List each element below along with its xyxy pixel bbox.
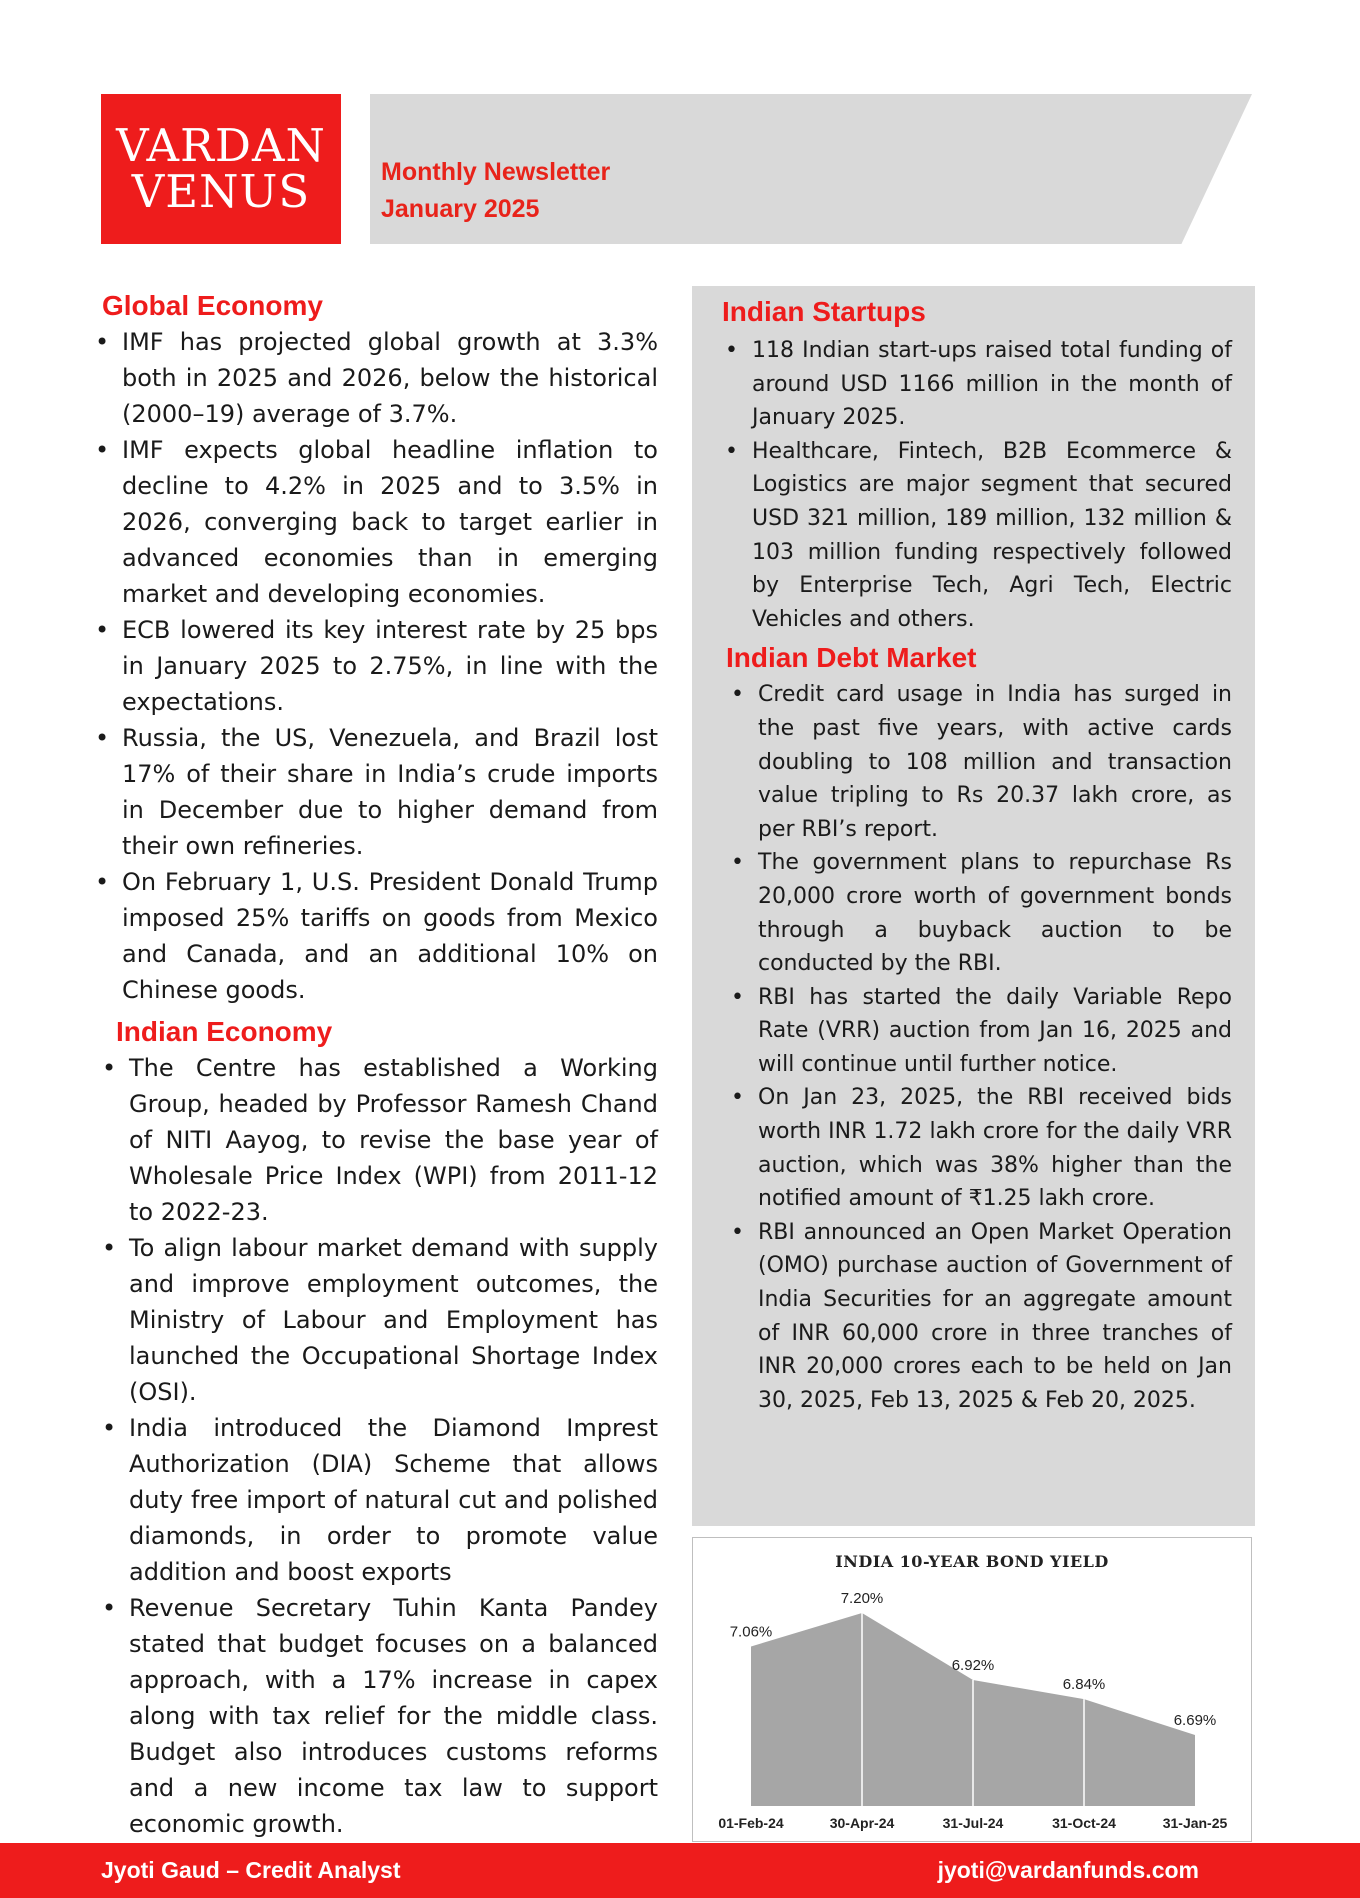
newsletter-period: January 2025 — [381, 195, 540, 223]
list-item: • On February 1, U.S. President Donald Trump imposed 25% tariffs on goods from Mexico and Canada, and an additional 10% on Chinese goods. — [122, 864, 658, 1008]
list-item: • The Centre has established a Working Group, headed by Professor Ramesh Chand of NITI Aayog, to revise the base year of Wholesale Price Index (WPI) from 2011-12 to 2022-23. — [129, 1050, 658, 1230]
list-item: • India introduced the Diamond Imprest Authorization (DIA) Scheme that allows duty free import of natural cut and polished diamonds, in order to promote value addition and boost exports — [129, 1410, 658, 1590]
data-label: 7.06% — [729, 1623, 773, 1641]
list-item: • To align labour market demand with supply and improve employment outcomes, the Ministry of Labour and Employment has launched the Occupational Shortage Index (OSI). — [129, 1230, 658, 1410]
list-item: • IMF has projected global growth at 3.3% both in 2025 and 2026, below the historical (2000–19) average of 3.7%. — [122, 324, 658, 432]
list-item: • Revenue Secretary Tuhin Kanta Pandey stated that budget focuses on a balanced approach, with a 17% increase in capex along with tax relief for the middle class. Budget also introduces customs reforms and a new income tax law to support economic growth. — [129, 1590, 658, 1842]
footer-author: Jyoti Gaud – Credit Analyst — [101, 1857, 401, 1883]
bond-yield-chart — [692, 1537, 1252, 1842]
logo-line-1: VARDAN — [116, 119, 326, 172]
indian-debt-market-list — [758, 678, 1232, 1417]
indian-startups-title: Indian Startups — [722, 296, 926, 327]
global-economy-title: Global Economy — [102, 290, 323, 321]
right-panel — [692, 286, 1255, 1526]
left-column — [91, 288, 658, 1842]
data-label: 6.92% — [951, 1656, 995, 1674]
chart-canvas — [693, 1538, 1253, 1843]
x-tick-label: 30-Apr-24 — [829, 1815, 895, 1831]
header-banner-text — [381, 154, 610, 228]
list-item: • Russia, the US, Venezuela, and Brazil lost 17% of their share in India’s crude imports in December due to higher demand from their own refineries. — [122, 720, 658, 864]
indian-debt-market-title: Indian Debt Market — [726, 642, 977, 674]
right-panel-content — [722, 292, 1232, 1417]
list-item: • RBI has started the daily Variable Repo Rate (VRR) auction from Jan 16, 2025 and will continue until further notice. — [758, 981, 1232, 1082]
list-item: • The government plans to repurchase Rs 20,000 crore worth of government bonds through a buyback auction to be conducted by the RBI. — [758, 846, 1232, 980]
list-item: • IMF expects global headline inflation to decline to 4.2% in 2025 and to 3.5% in 2026, converging back to target earlier in advanced economies than in emerging market and developing economies. — [122, 432, 658, 612]
x-tick-label: 01-Feb-24 — [718, 1815, 784, 1831]
vardan-venus-logo — [101, 94, 341, 244]
chart-title: INDIA 10-YEAR BOND YIELD — [835, 1552, 1109, 1571]
list-item: • Healthcare, Fintech, B2B Ecommerce & Logistics are major segment that secured USD 321 million, 189 million, 132 million & 103 million funding respectively followed by Enterprise Tech, Agri Tech, Electric Vehicles and others. — [752, 435, 1232, 637]
x-tick-label: 31-Jan-25 — [1162, 1815, 1228, 1831]
x-tick-label: 31-Jul-24 — [942, 1815, 1004, 1831]
indian-economy-list — [129, 1050, 658, 1842]
footer-email[interactable]: jyoti@vardanfunds.com — [937, 1857, 1199, 1883]
list-item: • RBI announced an Open Market Operation (OMO) purchase auction of Government of India Securities for an aggregate amount of INR 60,000 crore in three tranches of INR 20,000 crores each to be held on Jan 30, 2025, Feb 13, 2025 & Feb 20, 2025. — [758, 1216, 1232, 1418]
list-item: • ECB lowered its key interest rate by 25 bps in January 2025 to 2.75%, in line with the expectations. — [122, 612, 658, 720]
logo-line-2: VENUS — [131, 165, 311, 218]
data-label: 6.69% — [1173, 1712, 1217, 1729]
indian-startups-list — [752, 334, 1232, 636]
list-item: • Credit card usage in India has surged in the past five years, with active cards doubling to 108 million and transaction value tripling to Rs 20.37 lakh crore, as per RBI’s report. — [758, 678, 1232, 846]
indian-economy-title: Indian Economy — [116, 1016, 333, 1047]
global-economy-list — [122, 324, 658, 1008]
list-item: • On Jan 23, 2025, the RBI received bids worth INR 1.72 lakh crore for the daily VRR auction, which was 38% higher than the notified amount of ₹1.25 lakh crore. — [758, 1081, 1232, 1215]
x-tick-label: 31-Oct-24 — [1052, 1815, 1116, 1831]
list-item: • 118 Indian start-ups raised total funding of around USD 1166 million in the month of January 2025. — [752, 334, 1232, 435]
footer-bar — [0, 1843, 1360, 1898]
data-label: 7.20% — [840, 1590, 884, 1607]
data-label: 6.84% — [1062, 1676, 1106, 1694]
newsletter-title: Monthly Newsletter — [381, 158, 611, 186]
